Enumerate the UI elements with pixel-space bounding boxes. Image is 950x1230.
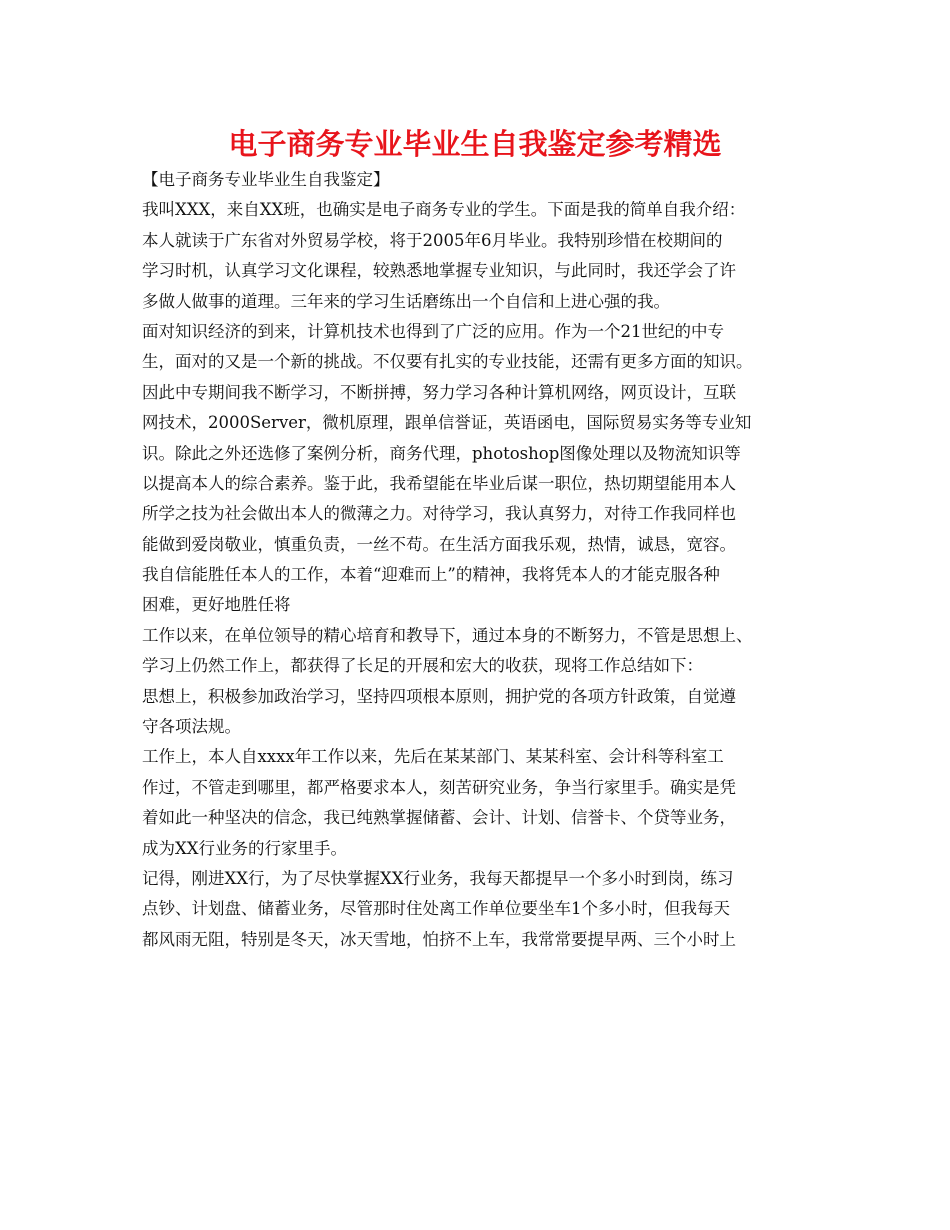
- body-line: 学习上仍然工作上，都获得了长足的开展和宏大的收获，现将工作总结如下：: [142, 656, 703, 676]
- body-line: 工作以来，在单位领导的精心培育和教导下，通过本身的不断努力，不管是思想上、: [142, 625, 753, 645]
- body-line: 工作上，本人自xxxx年工作以来，先后在某某部门、某某科室、会计科等科室工: [142, 747, 724, 767]
- body-line: 学习时机，认真学习文化课程，较熟悉地掌握专业知识，与此同时，我还学会了许: [142, 261, 736, 281]
- body-line: 本人就读于广东省对外贸易学校，将于2005年6月毕业。我特别珍惜在校期间的: [142, 230, 723, 250]
- body-line: 能做到爱岗敬业，慎重负责，一丝不苟。在生活方面我乐观，热情，诚恳，宽容。: [142, 534, 736, 554]
- body-line: 思想上，积极参加政治学习，坚持四项根本原则，拥护党的各项方针政策，自觉遵: [142, 686, 736, 706]
- body-line: 点钞、计划盘、储蓄业务，尽管那时住处离工作单位要坐车1个多小时，但我每天: [142, 899, 730, 919]
- body-line: 以提高本人的综合素养。鉴于此，我希望能在毕业后谋一职位，热切期望能用本人: [142, 473, 736, 493]
- body-line: 成为XX行业务的行家里手。: [142, 838, 347, 858]
- body-line: 所学之技为社会做出本人的微薄之力。对待学习，我认真努力，对待工作我同样也: [142, 504, 736, 524]
- body-line: 面对知识经济的到来，计算机技术也得到了广泛的应用。作为一个21世纪的中专: [142, 321, 724, 341]
- body-line: 【电子商务专业毕业生自我鉴定】: [142, 170, 390, 189]
- body-line: 多做人做事的道理。三年来的学习生话磨练出一个自信和上进心强的我。: [142, 291, 670, 311]
- document-body: [142, 165, 822, 955]
- body-line: 记得，刚进XX行，为了尽快掌握XX行业务，我每天都提早一个多小时到岗，练习: [142, 868, 734, 888]
- body-line: 识。除此之外还选修了案例分析，商务代理，photoshop图像处理以及物流知识等: [142, 443, 741, 463]
- body-line: 我自信能胜任本人的工作，本着“迎难而上”的精神，我将凭本人的才能克服各种: [142, 565, 720, 585]
- document-title: 电子商务专业毕业生自我鉴定参考精选: [228, 127, 722, 161]
- body-line: 我叫XXX，来自XX班，也确实是电子商务专业的学生。下面是我的简单自我介绍：: [142, 200, 746, 220]
- body-line: 着如此一种坚决的信念，我已纯熟掌握储蓄、会计、计划、信誉卡、个贷等业务，: [142, 808, 736, 828]
- body-line: 作过，不管走到哪里，都严格要求本人，刻苦研究业务，争当行家里手。确实是凭: [142, 777, 736, 797]
- body-line: 困难，更好地胜任将: [142, 595, 291, 615]
- body-line: 生，面对的又是一个新的挑战。不仅要有扎实的专业技能，还需有更多方面的知识。: [142, 352, 753, 372]
- body-line: 因此中专期间我不断学习，不断拼搏，努力学习各种计算机网络，网页设计，互联: [142, 382, 736, 402]
- body-line: 都风雨无阻，特别是冬天，冰天雪地，怕挤不上车，我常常要提早两、三个小时上: [142, 929, 736, 949]
- body-line: 网技术，2000Server，微机原理，跟单信誉证，英语函电，国际贸易实务等专业知: [142, 413, 752, 433]
- body-line: 守各项法规。: [142, 717, 241, 737]
